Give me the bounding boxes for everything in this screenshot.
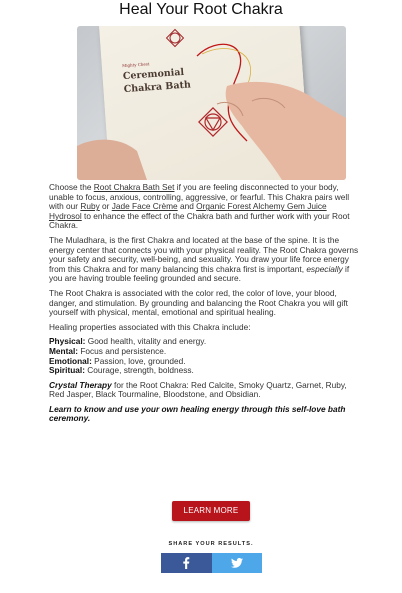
healing-label: Spiritual: [49,365,85,376]
crystal-therapy-label: Crystal Therapy [49,379,112,390]
facebook-share-button[interactable] [161,553,212,573]
box-title-line1: Ceremonial [122,66,185,83]
muladhara-paragraph [49,236,360,284]
box-small-text: Mighty Chest [121,61,150,69]
chakra-symbol-bottom-icon [199,108,227,136]
facebook-icon [182,557,190,569]
link-gem-juice-hydrosol[interactable]: Organic Forest Alchemy Gem Juice Hydrosol [49,201,327,221]
healing-text: Courage, strength, boldness. [84,365,194,376]
link-jade-face-creme[interactable]: Jade Face Crème [111,201,178,212]
box-title-line2: Chakra Bath [123,79,192,96]
article-body [49,183,360,429]
intro-text-2: if you are feeling disconnected to your body, unable to focus, anxious, controlling, aggressive, or fearful. This Chakra pairs well with our [49,182,350,212]
healing-spiritual [49,366,360,376]
chakra-symbol-top-icon [167,30,184,47]
muladhara-emphasis: especially [306,263,343,274]
twitter-share-button[interactable] [212,553,263,573]
healing-label: Physical: [49,336,86,347]
healing-text: Passion, love, grounded. [91,355,186,366]
healing-label: Mental: [49,345,79,356]
hero-illustration [77,26,346,180]
hero-image [77,26,346,180]
closing-paragraph [49,405,360,424]
intro-text-1: Choose the [49,182,94,192]
intro-text-4: and [177,201,197,212]
intro-text-5: to enhance the effect of the Chakra bath and further work with your Root Chakra. [49,210,350,231]
intro-text-3: or [99,201,112,212]
intro-paragraph [49,183,360,231]
crystal-therapy-paragraph [49,381,360,400]
link-ruby[interactable]: Ruby [80,201,100,212]
healing-label: Emotional: [49,355,92,366]
page-title: Heal Your Root Chakra [119,1,283,18]
color-paragraph: The Root Chakra is associated with the color red, the color of love, your blood, danger, and stimulation. By grounding and balancing the Root Chakra you will gift yourself with physical, mental, emotional and spiritual healing. [49,287,348,318]
healing-intro: Healing properties associated with this Chakra include: [49,321,251,332]
crystal-therapy-text: for the Root Chakra: Red Calcite, Smoky Quartz, Garnet, Ruby, Red Jasper, Black Tourmaline, Bloodstone, and Obsidian. [49,379,347,400]
closing-text: Learn to know and use your own healing energy through this self-love bath ceremony. [49,403,346,424]
learn-more-button[interactable]: LEARN MORE [172,501,250,521]
twitter-icon [231,558,243,568]
muladhara-text-2: if you are having trouble feeling grounded and secure. [49,263,350,284]
share-label: SHARE YOUR RESULTS. [168,541,254,547]
healing-text: Focus and persistence. [78,345,167,356]
link-root-chakra-bath-set[interactable]: Root Chakra Bath Set [93,182,175,192]
muladhara-text-1: The Muladhara, is the first Chakra and located at the base of the spine. It is the energy center that connects you with your physical reality. The Root Chakra governs your safety and security, well-being, and sexuality. You draw your life force energy from this Chakra and for many balancing this chakra first is important, [49,234,359,274]
share-buttons [161,553,262,573]
healing-text: Good health, vitality and energy. [85,336,207,347]
healing-list [49,337,360,375]
